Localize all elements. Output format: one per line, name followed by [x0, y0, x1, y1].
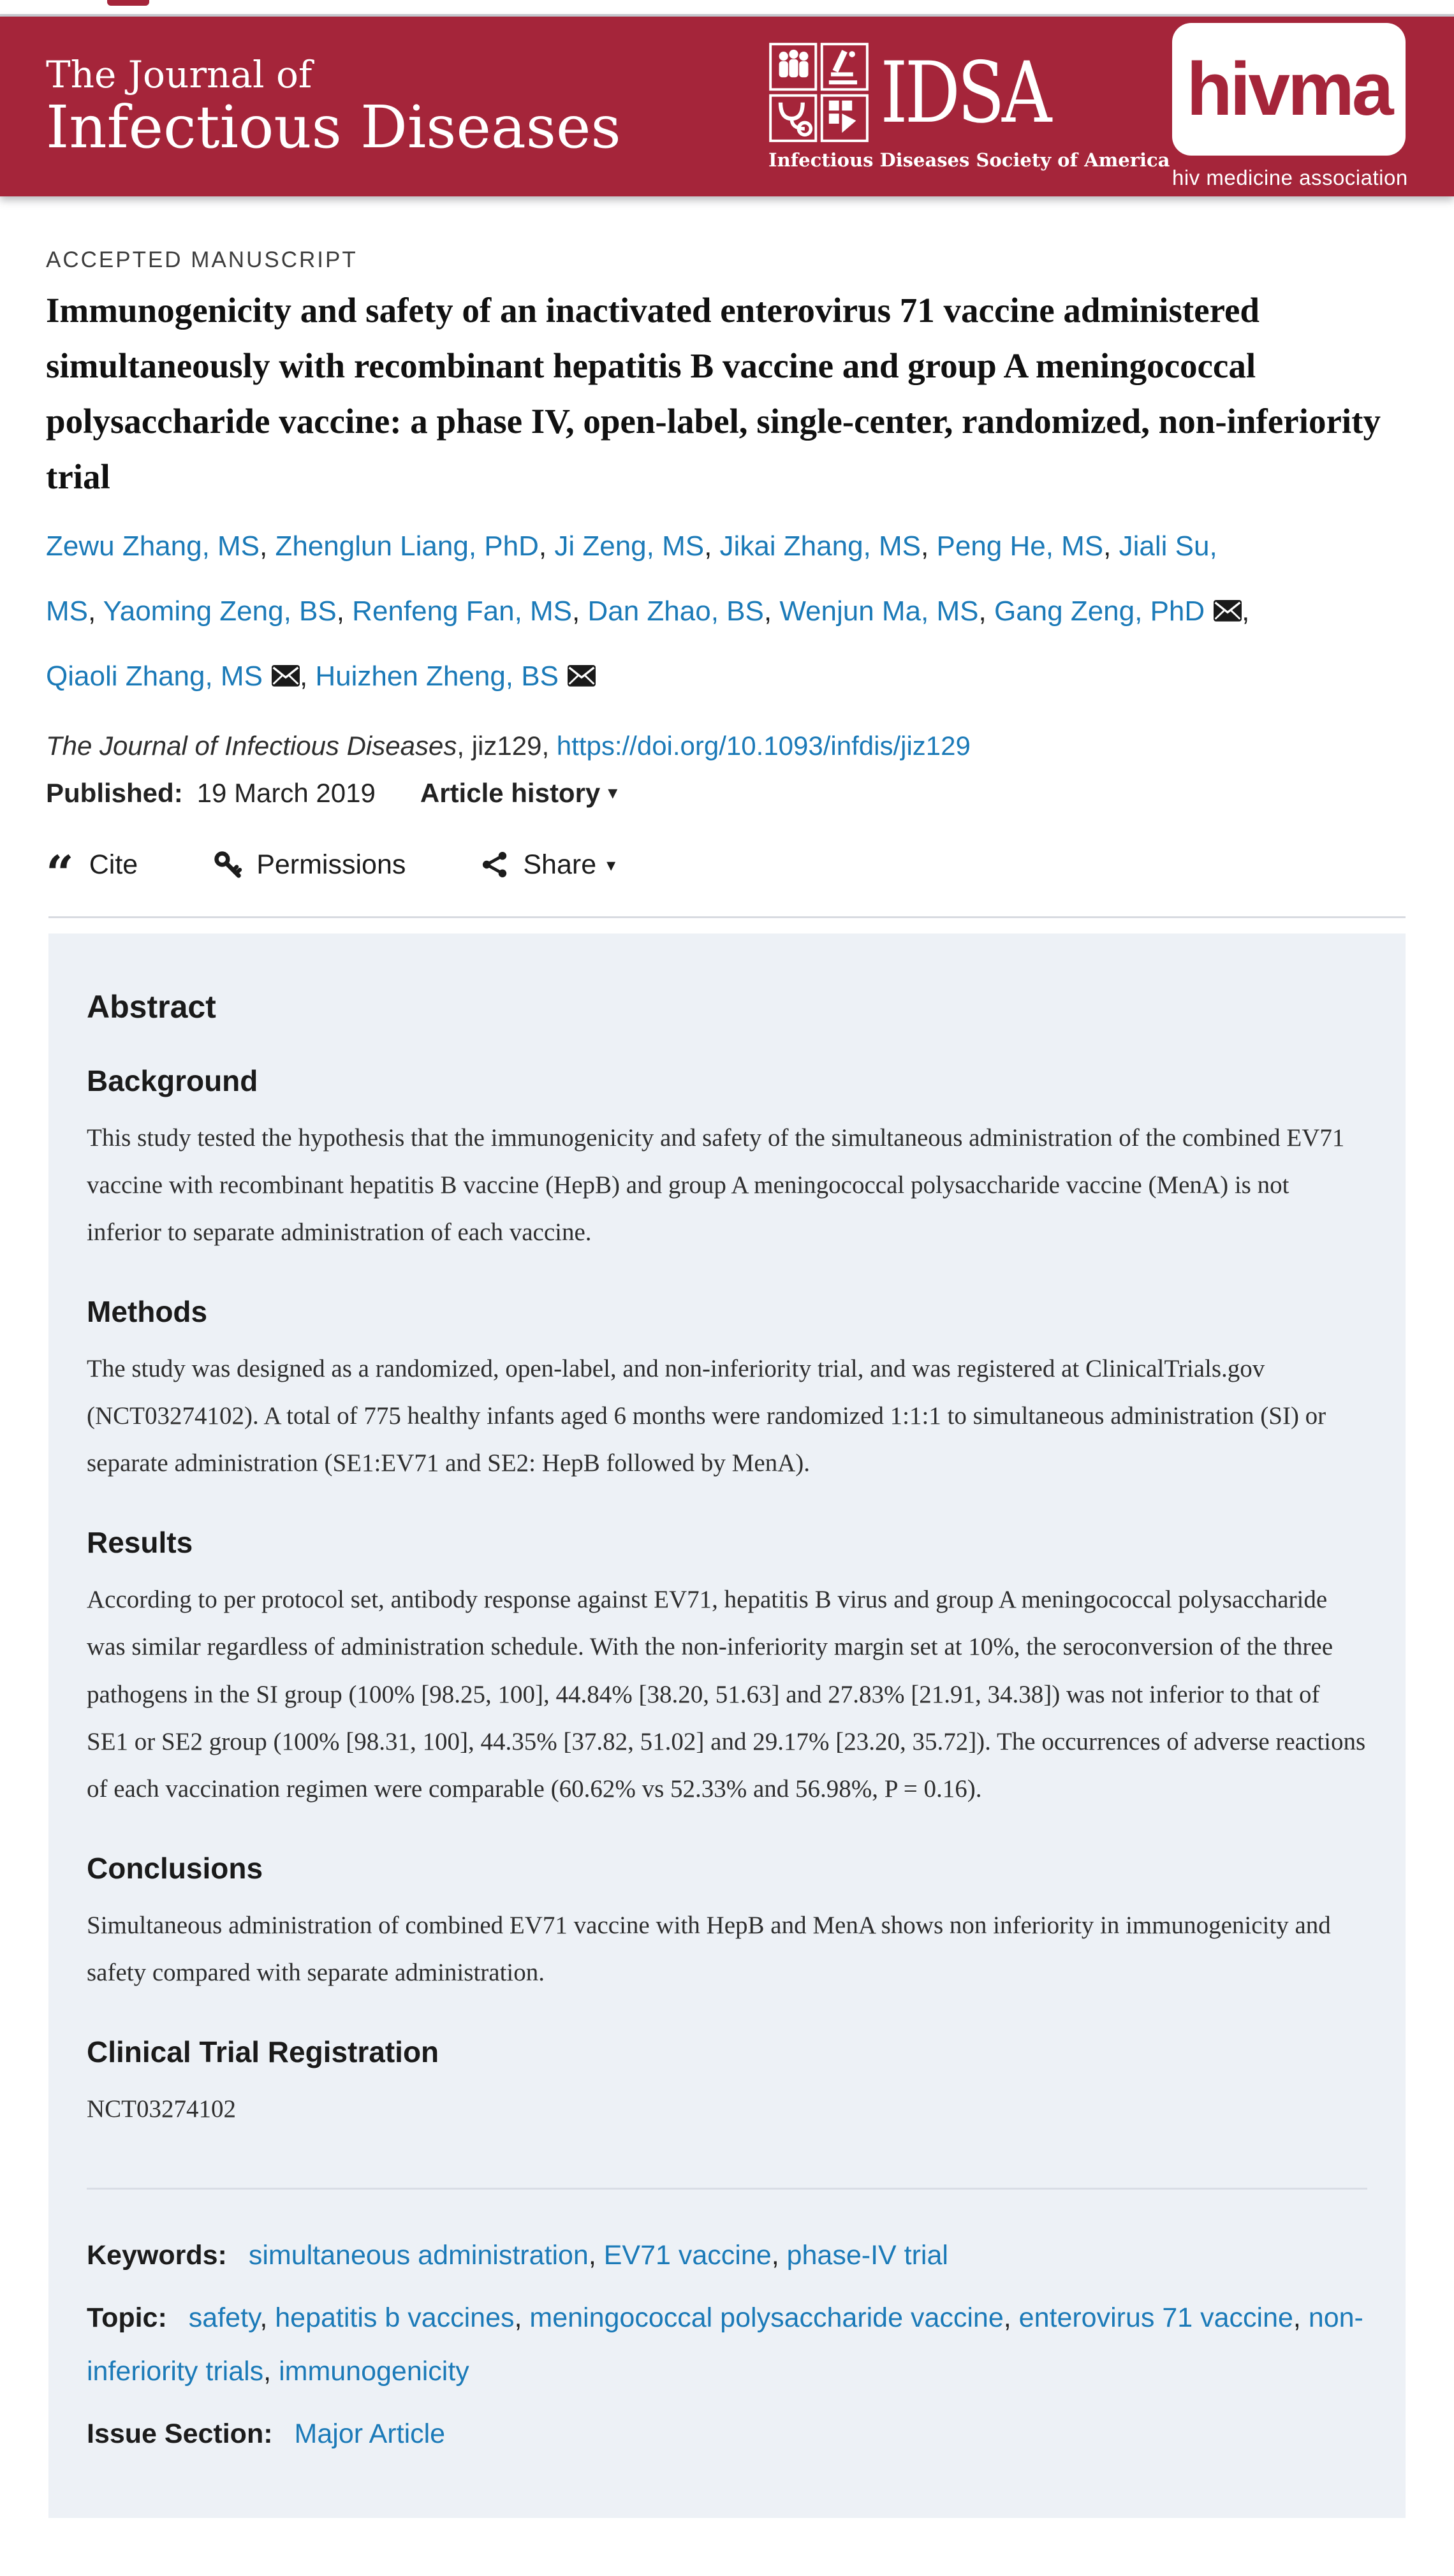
author-separator: ,	[921, 530, 937, 562]
hivma-tagline: hiv medicine association	[1172, 166, 1408, 189]
author-link[interactable]: Wenjun Ma, MS	[779, 595, 979, 627]
doi-link[interactable]: https://doi.org/10.1093/infdis/jiz129	[556, 730, 971, 761]
keyword-link[interactable]: phase-IV trial	[786, 2240, 948, 2271]
abstract-section-text: NCT03274102	[87, 2095, 236, 2123]
abstract-section-text: According to per protocol set, antibody response against EV71, hepatitis B virus and group A meningococcal polysaccharide was similar regardless of administration schedule. With the non-inferiority margin set at 10%, the seroconversion of the three pathogens in the SI group (100% [98.25, 100], 44.84% [38.20, 51.63] and 27.83% [21.91, 34.38]) was not inferior to that of SE1 or SE2 group (100% [98.31, 100], 44.35% [37.82, 51.02] and 29.17% [23.20, 35.72]). The occurrences of adverse reactions of each vaccination regimen were comparable (60.62% vs 52.33% and 56.98%, P = 0.16).	[87, 1586, 1366, 1803]
abstract-section-heading: Conclusions	[87, 1851, 263, 1885]
author-link[interactable]: Renfeng Fan, MS	[352, 595, 573, 627]
share-label: Share	[523, 849, 597, 880]
citation-article-id: jiz129	[471, 730, 542, 761]
topic-link[interactable]: hepatitis b vaccines	[275, 2302, 515, 2333]
citation-separator: ,	[457, 730, 472, 761]
share-button[interactable]	[481, 849, 615, 881]
key-icon	[213, 850, 242, 879]
author-link[interactable]: Peng He, MS	[936, 530, 1104, 562]
author-separator: ,	[1103, 530, 1119, 562]
author-link[interactable]: Qiaoli Zhang, MS	[46, 660, 263, 692]
author-link[interactable]: Jikai Zhang, MS	[719, 530, 922, 562]
abstract-section-text: This study tested the hypothesis that the immunogenicity and safety of the simultaneous administration of the combined EV71 vaccine with recombinant hepatitis B vaccine (HepB) and group A meningococcal polysaccharide vaccine (MenA) is not inferior to separate administration of each vaccine.	[87, 1123, 1345, 1246]
hivma-logo[interactable]	[1172, 23, 1408, 190]
abstract-panel	[48, 933, 1406, 2519]
article-history-caret-icon[interactable]: ▾	[608, 782, 618, 804]
topic-link[interactable]: meningococcal polysaccharide vaccine	[529, 2302, 1004, 2333]
email-icon[interactable]	[1214, 580, 1242, 602]
author-separator: ,	[336, 595, 353, 627]
permissions-label: Permissions	[256, 849, 406, 880]
keyword-link-separator: ,	[771, 2240, 787, 2271]
idsa-logo[interactable]	[768, 42, 1170, 171]
author-separator: ,	[1242, 595, 1250, 627]
topic-link[interactable]: immunogenicity	[279, 2355, 469, 2387]
topic-link-separator: ,	[1293, 2302, 1309, 2333]
topic-link-separator: ,	[1003, 2302, 1019, 2333]
journal-title-line2: Infectious Diseases	[46, 92, 621, 161]
topic-label: Topic:	[87, 2302, 167, 2333]
published-row	[46, 778, 1408, 809]
share-icon	[481, 850, 509, 879]
issue-section-row	[87, 2408, 1367, 2461]
topic-link-separator: ,	[514, 2302, 530, 2333]
author-link[interactable]: Dan Zhao, BS	[587, 595, 764, 627]
keywords-row	[87, 2229, 1367, 2283]
section-divider	[48, 916, 1406, 918]
author-link[interactable]: Jiali Su, MS	[46, 530, 1217, 627]
cite-button[interactable]: “ Cite	[46, 845, 138, 902]
author-separator: ,	[572, 595, 588, 627]
idsa-pictogram-grid-icon	[768, 42, 869, 143]
topic-link[interactable]: non-inferiority trials	[87, 2302, 1363, 2387]
topic-links	[87, 2302, 1363, 2387]
article-title: Immunogenicity and safety of an inactivated enterovirus 71 vaccine administered simultaneously with recombinant hepatitis B vaccine and group A meningococcal polysaccharide vaccine: a phase IV, open-label, single-center, randomized, non-inferiority trial	[46, 291, 1381, 496]
idsa-tagline: Infectious Diseases Society of America	[768, 149, 1170, 171]
share-caret-icon: ▾	[606, 854, 616, 875]
author-link[interactable]: Ji Zeng, MS	[554, 530, 705, 562]
topic-row	[87, 2292, 1367, 2399]
author-link[interactable]: Gang Zeng, PhD	[994, 595, 1205, 627]
author-link[interactable]: Zewu Zhang, MS	[46, 530, 260, 562]
topic-link[interactable]: safety	[188, 2302, 260, 2333]
author-separator: ,	[88, 595, 103, 627]
permissions-button[interactable]	[213, 849, 406, 881]
citation-journal-name: The Journal of Infectious Diseases	[46, 730, 457, 761]
top-strip	[0, 0, 1454, 17]
abstract-section-text: Simultaneous administration of combined EV71 vaccine with HepB and MenA shows non inferiority in immunogenicity and safety compared with separate administration.	[87, 1911, 1331, 1986]
email-icon[interactable]	[568, 645, 596, 667]
abstract-section-heading: Background	[87, 1064, 258, 1097]
keyword-link[interactable]: simultaneous administration	[248, 2240, 589, 2271]
published-date: 19 March 2019	[196, 777, 376, 808]
author-link[interactable]: Huizhen Zheng, BS	[315, 660, 559, 692]
email-icon[interactable]	[272, 645, 300, 667]
author-separator: ,	[299, 660, 316, 692]
keywords-label: Keywords:	[87, 2240, 227, 2271]
author-link[interactable]: Yaoming Zeng, BS	[103, 595, 337, 627]
author-link[interactable]: Zhenglun Liang, PhD	[275, 530, 539, 562]
journal-masthead[interactable]	[46, 54, 621, 159]
abstract-heading: Abstract	[87, 988, 216, 1025]
action-bar	[46, 845, 1408, 902]
abstract-section-heading: Methods	[87, 1295, 208, 1329]
cite-label: Cite	[89, 849, 138, 880]
hivma-wordmark-box	[1172, 23, 1406, 156]
idsa-acronym: IDSA	[880, 43, 1049, 142]
issue-section-label: Issue Section:	[87, 2418, 273, 2449]
journal-banner	[0, 17, 1454, 196]
author-separator: ,	[538, 530, 555, 562]
topic-link-separator: ,	[263, 2355, 279, 2387]
author-separator: ,	[704, 530, 720, 562]
accepted-manuscript-label: ACCEPTED MANUSCRIPT	[46, 247, 358, 272]
keywords-divider	[87, 2188, 1367, 2190]
abstract-section-heading: Clinical Trial Registration	[87, 2035, 439, 2069]
abstract-sections	[87, 1064, 1367, 2133]
abstract-section-text: The study was designed as a randomized, open-label, and non-inferiority trial, and was registered at ClinicalTrials.gov (NCT03274102). A total of 775 healthy infants aged 6 months were randomized 1:1:1 to simultaneous administration (SI) or separate administration (SE1:EV71 and SE2: HepB followed by MenA).	[87, 1355, 1326, 1477]
keywords-links	[249, 2240, 948, 2271]
citation-separator2: ,	[541, 730, 557, 761]
abstract-section-heading: Results	[87, 1526, 193, 1560]
author-list	[46, 514, 1270, 709]
journal-title-line1: The Journal of	[46, 52, 312, 96]
topic-link[interactable]: enterovirus 71 vaccine	[1018, 2302, 1293, 2333]
author-separator: ,	[763, 595, 780, 627]
published-label: Published:	[46, 777, 183, 808]
keyword-link-separator: ,	[588, 2240, 604, 2271]
issue-section-link[interactable]: Major Article	[294, 2418, 446, 2449]
article-meta	[87, 2229, 1367, 2461]
scrolled-content-fragment	[107, 0, 149, 6]
article-history-toggle[interactable]: Article history	[420, 777, 601, 808]
keyword-link[interactable]: EV71 vaccine	[603, 2240, 772, 2271]
author-separator: ,	[260, 530, 275, 562]
citation-line	[46, 731, 1408, 761]
article-main	[0, 247, 1454, 2518]
topic-link-separator: ,	[260, 2302, 275, 2333]
author-separator: ,	[978, 595, 994, 627]
hivma-wordmark: hivma	[1186, 47, 1392, 131]
